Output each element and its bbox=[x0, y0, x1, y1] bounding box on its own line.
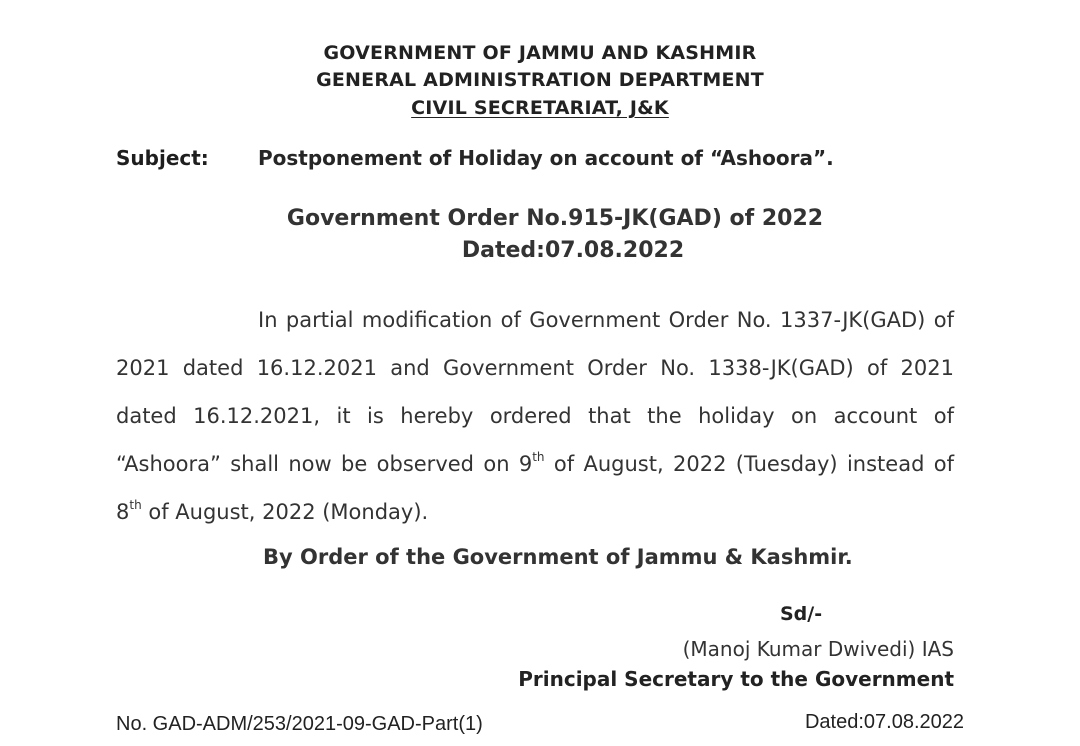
header-department: GENERAL ADMINISTRATION DEPARTMENT bbox=[316, 69, 764, 91]
header-government: GOVERNMENT OF JAMMU AND KASHMIR bbox=[323, 42, 757, 64]
body-text-part2: of August, 2022 (Tuesday) instead of 8 bbox=[116, 452, 954, 524]
header-secretariat: CIVIL SECRETARIAT, J&K bbox=[411, 97, 669, 119]
body-text-part1: In partial modification of Government Order No. 1337-JK(GAD) of 2021 dated 16.12.2021 and Government Order No. 1338-JK(GAD) of 2021 dated 16.12.2021, it is hereby ordered that the holiday on account of “Ashoora” shall now be observed on 9 bbox=[116, 308, 954, 476]
order-date: Dated:07.08.2022 bbox=[461, 238, 685, 263]
signatory-name: (Manoj Kumar Dwivedi) IAS bbox=[682, 637, 954, 661]
by-order-line: By Order of the Government of Jammu & Kashmir. bbox=[263, 545, 853, 569]
reference-number: No. GAD-ADM/253/2021-09-GAD-Part(1) bbox=[116, 713, 483, 735]
superscript-th-2: th bbox=[129, 498, 142, 512]
signatory-title: Principal Secretary to the Government bbox=[518, 667, 954, 691]
subject-text: Postponement of Holiday on account of “Ashoora”. bbox=[258, 146, 834, 170]
reference-date: Dated:07.08.2022 bbox=[804, 711, 964, 733]
signature-sd: Sd/- bbox=[780, 603, 823, 625]
order-body-paragraph bbox=[116, 296, 954, 536]
body-text-part3: of August, 2022 (Monday). bbox=[141, 500, 429, 524]
subject-label: Subject: bbox=[116, 146, 209, 170]
order-number: Government Order No.915-JK(GAD) of 2022 bbox=[286, 206, 824, 231]
superscript-th-1: th bbox=[532, 450, 545, 464]
